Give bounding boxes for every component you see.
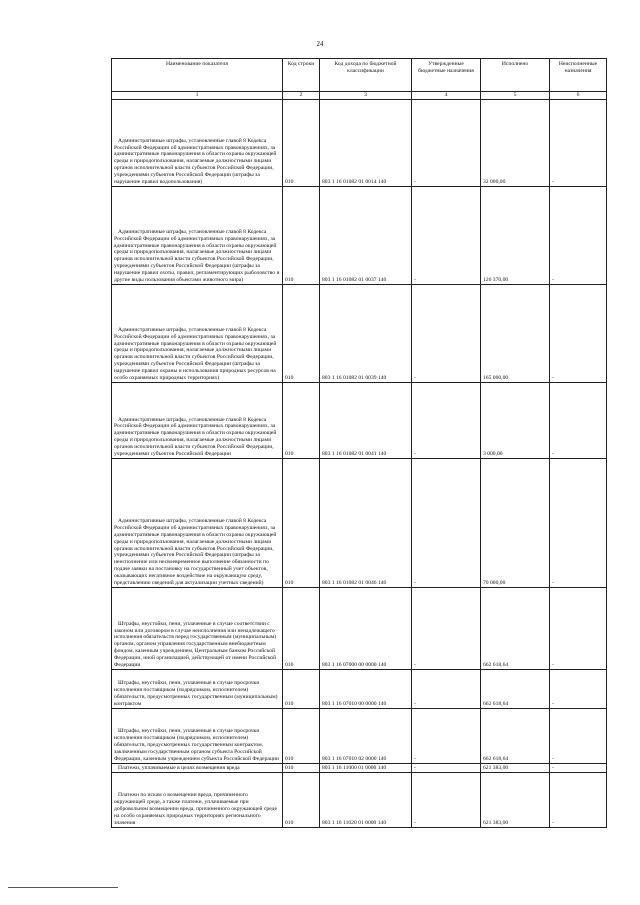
table-row — [112, 709, 607, 764]
income-code-cell: 803 1 16 07010 00 0000 140 — [320, 670, 412, 709]
column-number: 3 — [320, 92, 412, 100]
column-number: 4 — [412, 92, 481, 100]
column-number: 2 — [283, 92, 320, 100]
approved-cell: - — [412, 459, 481, 588]
footnote-separator — [8, 887, 118, 888]
unexecuted-cell: - — [550, 773, 607, 828]
approved-cell: - — [412, 187, 481, 285]
unexecuted-cell: - — [550, 709, 607, 764]
income-code-cell: 803 1 16 07010 02 0000 140 — [320, 709, 412, 764]
indicator-name-cell: Платежи по искам о возмещении вреда, причиненного окружающей среде, а также платежи, уплачиваемые при добровольном возмещении вреда, причиненного окружающей среде на особо охраняемых природных территориях регионального значения — [112, 773, 283, 828]
executed-cell: 662 618,64 — [481, 670, 550, 709]
line-code-cell: 010 — [283, 100, 320, 187]
executed-cell: 662 618,64 — [481, 709, 550, 764]
header-indicator-name: Наименование показателя — [112, 59, 283, 92]
header-line-code: Код строки — [283, 59, 320, 92]
table-row — [112, 764, 607, 773]
executed-cell: 662 618,64 — [481, 588, 550, 670]
approved-cell: - — [412, 764, 481, 773]
indicator-name-cell: Штрафы, неустойки, пени, уплаченные в случае просрочки исполнения поставщиком (подрядчиком, исполнителем) обязательств, предусмотренных государственным контрактом, заключенным государственным органом субъекта Российской Федерации, казенным учреждением субъекта Российской Федерации — [112, 709, 283, 764]
table-row — [112, 383, 607, 459]
executed-cell: 70 000,00 — [481, 459, 550, 588]
unexecuted-cell: - — [550, 764, 607, 773]
indicator-name-cell: Административные штрафы, установленные главой 8 Кодекса Российской Федерации об административных правонарушениях, за административные правонарушения в области охраны окружающей среды и природопользования, налагаемые должностными лицами органов исполнительной власти субъектов Российской Федерации, учреждениями субъектов Российской Федерации — [112, 383, 283, 459]
column-numbers-row — [112, 92, 607, 100]
unexecuted-cell: - — [550, 588, 607, 670]
approved-cell: - — [412, 588, 481, 670]
unexecuted-cell: - — [550, 187, 607, 285]
approved-cell: - — [412, 709, 481, 764]
approved-cell: - — [412, 383, 481, 459]
executed-cell: 126 370,00 — [481, 187, 550, 285]
line-code-cell: 010 — [283, 764, 320, 773]
line-code-cell: 010 — [283, 285, 320, 383]
table-body — [112, 100, 607, 828]
income-code-cell: 803 1 16 01082 01 0037 140 — [320, 187, 412, 285]
line-code-cell: 010 — [283, 187, 320, 285]
column-number: 1 — [112, 92, 283, 100]
indicator-name-cell: Платежи, уплачиваемые в целях возмещения вреда — [112, 764, 283, 773]
approved-cell: - — [412, 670, 481, 709]
line-code-cell: 010 — [283, 383, 320, 459]
indicator-name-cell: Административные штрафы, установленные главой 8 Кодекса Российской Федерации об административных правонарушениях, за административные правонарушения в области охраны окружающей среды и природопользования, налагаемые должностными лицами органов исполнительной власти субъектов Российской Федерации, учреждениями субъектов Российской Федерации (штрафы за нарушение правил охоты, правил, регламентирующих рыболовство и другие виды пользования объектами животного мира) — [112, 187, 283, 285]
header-unexecuted: Неисполненные назначения — [550, 59, 607, 92]
income-code-cell: 803 1 16 01082 01 0014 140 — [320, 100, 412, 187]
approved-cell: - — [412, 285, 481, 383]
table-row — [112, 588, 607, 670]
indicator-name-cell: Штрафы, неустойки, пени, уплаченные в случае просрочки исполнения поставщиком (подрядчиком, исполнителем) обязательств, предусмотренных государственным (муниципальным) контрактом — [112, 670, 283, 709]
unexecuted-cell: - — [550, 383, 607, 459]
header-approved: Утвержденные бюджетные назначения — [412, 59, 481, 92]
indicator-name-cell: Административные штрафы, установленные главой 8 Кодекса Российской Федерации об административных правонарушениях, за административные правонарушения в области охраны окружающей среды и природопользования, налагаемые должностными лицами органов исполнительной власти субъектов Российской Федерации, учреждениями субъектов Российской Федерации (штрафы за нарушение правил водопользования) — [112, 100, 283, 187]
income-code-cell: 803 1 16 11020 01 0000 140 — [320, 773, 412, 828]
executed-cell: 621 383,00 — [481, 773, 550, 828]
executed-cell: 621 383,00 — [481, 764, 550, 773]
column-number: 5 — [481, 92, 550, 100]
line-code-cell: 010 — [283, 670, 320, 709]
table-row — [112, 773, 607, 828]
line-code-cell: 010 — [283, 773, 320, 828]
unexecuted-cell: - — [550, 459, 607, 588]
executed-cell: 3 000,00 — [481, 383, 550, 459]
executed-cell: 32 000,00 — [481, 100, 550, 187]
table-row — [112, 187, 607, 285]
indicator-name-cell: Штрафы, неустойки, пени, уплаченные в случае соответствии с законом или договором в случае неисполнения или ненадлежащего исполнения обязательств перед государственным (муниципальным) органом, органом управления государственным внебюджетным фондом, казенным учреждением, Центральным банком Российской Федерации, иной организацией, действующей от имени Российской Федерации — [112, 588, 283, 670]
unexecuted-cell: - — [550, 100, 607, 187]
table-row — [112, 459, 607, 588]
table-row — [112, 670, 607, 709]
income-code-cell: 803 1 16 07000 00 0000 140 — [320, 588, 412, 670]
income-code-cell: 803 1 16 01082 01 0039 140 — [320, 285, 412, 383]
line-code-cell: 010 — [283, 459, 320, 588]
unexecuted-cell: - — [550, 285, 607, 383]
unexecuted-cell: - — [550, 670, 607, 709]
table-row — [112, 285, 607, 383]
income-code-cell: 803 1 16 01082 01 0046 140 — [320, 459, 412, 588]
header-income-code: Код дохода по бюджетной классификации — [320, 59, 412, 92]
executed-cell: 165 000,00 — [481, 285, 550, 383]
table-row — [112, 100, 607, 187]
budget-execution-table — [111, 58, 607, 828]
approved-cell: - — [412, 100, 481, 187]
line-code-cell: 010 — [283, 588, 320, 670]
indicator-name-cell: Административные штрафы, установленные главой 8 Кодекса Российской Федерации об административных правонарушениях, за административные правонарушения в области охраны окружающей среды и природопользования, налагаемые должностными лицами органов исполнительной власти субъектов Российской Федерации, учреждениями субъектов Российской Федерации (штрафы за неисполнение или несвоевременное выполнение обязанности по подаче заявки на постановку на государственный учет объектов, оказывающих негативное воздействие на окружающую среду, представлению сведений для актуализации учетных сведений) — [112, 459, 283, 588]
header-executed: Исполнено — [481, 59, 550, 92]
indicator-name-cell: Административные штрафы, установленные главой 8 Кодекса Российской Федерации об административных правонарушениях, за административные правонарушения в области охраны окружающей среды и природопользования, налагаемые должностными лицами органов исполнительной власти субъектов Российской Федерации, учреждениями субъектов Российской Федерации (штрафы за нарушение правил охраны и использования природных ресурсов на особо охраняемых природных территориях) — [112, 285, 283, 383]
income-code-cell: 803 1 16 01082 01 0041 140 — [320, 383, 412, 459]
page-number: 24 — [316, 40, 324, 48]
table-header-row — [112, 59, 607, 92]
column-number: 6 — [550, 92, 607, 100]
approved-cell: - — [412, 773, 481, 828]
income-code-cell: 803 1 16 11000 01 0000 140 — [320, 764, 412, 773]
line-code-cell: 010 — [283, 709, 320, 764]
